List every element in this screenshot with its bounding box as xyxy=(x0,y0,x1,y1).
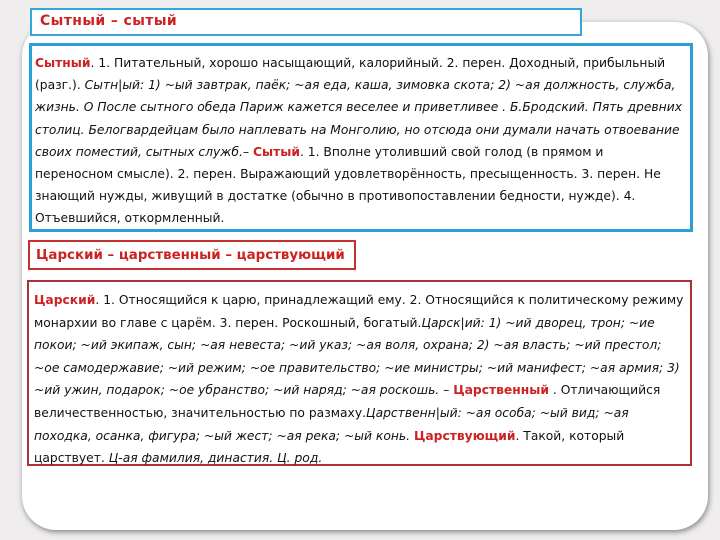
definition: . Такой, который царствует. xyxy=(34,428,625,466)
definition: . 1. Вполне утоливший свой голод (в прямом и переносном смысле). 2. перен. Выражающий удовлетворённость, пресыщенность. 3. перен. Не знающий нужды, живущий в достатке (обычно в противопоставлении бедности, нужде). 4. Отъевшийся, откормленный. xyxy=(35,144,661,226)
example: Царск|ий: 1) ~ий дворец, трон; ~ие покои; ~ий экипаж, сын; ~ая невеста; ~ий указ; ~ая воля, охрана; 2) ~ая власть; ~ий престол; ~ое самодержавие; ~ий режим; ~ое правительство; ~ие министры; ~ий манифест; ~ая армия; 3) ~ий ужин, подарок; ~ое убранство; ~ий наряд; ~ая роскошь. – xyxy=(34,315,680,398)
headword: Царствующий xyxy=(413,428,516,443)
section1-entry xyxy=(29,43,693,232)
example: Сытн|ый: 1) ~ый завтрак, паёк; ~ая еда, каша, зимовка скота; 2) ~ая должность, служба, жизнь. О После сытного обеда Париж кажется веселее и приветливее . Б.Бродский. Пять древних столиц. Белогвардейцам было наплевать на Монголию, но отсюда они думали начать отвоевание своих поместий, сытных служб. xyxy=(35,78,682,159)
headword: Сытный xyxy=(35,56,91,70)
headword: Сытый xyxy=(252,144,300,159)
headword: Царский xyxy=(34,293,96,307)
section2-entry xyxy=(27,280,692,466)
definition: . 1. Относящийся к царю, принадлежащий ему. 2. Относящийся к политическому режиму монархии во главе с царём. 3. перен. Роскошный, богатый. xyxy=(34,293,684,330)
headword: Царственный xyxy=(453,383,549,398)
example: Ц-ая фамилия, династия. Ц. род. xyxy=(108,451,323,466)
definition: . Отличающийся величественностью, значительностью по размаху. xyxy=(34,383,661,420)
definition: . 1. Питательный, хорошо насыщающий, калорийный. 2. перен. Доходный, прибыльный (разг.). xyxy=(35,56,666,93)
section1-title: Сытный – сытый xyxy=(30,8,582,36)
example: Царственн|ый: ~ая особа; ~ый вид; ~ая походка, осанка, фигура; ~ый жест; ~ая река; ~ый конь. xyxy=(34,405,629,443)
definition: – xyxy=(242,144,253,159)
section2-title: Царский – царственный – царствующий xyxy=(28,240,356,270)
